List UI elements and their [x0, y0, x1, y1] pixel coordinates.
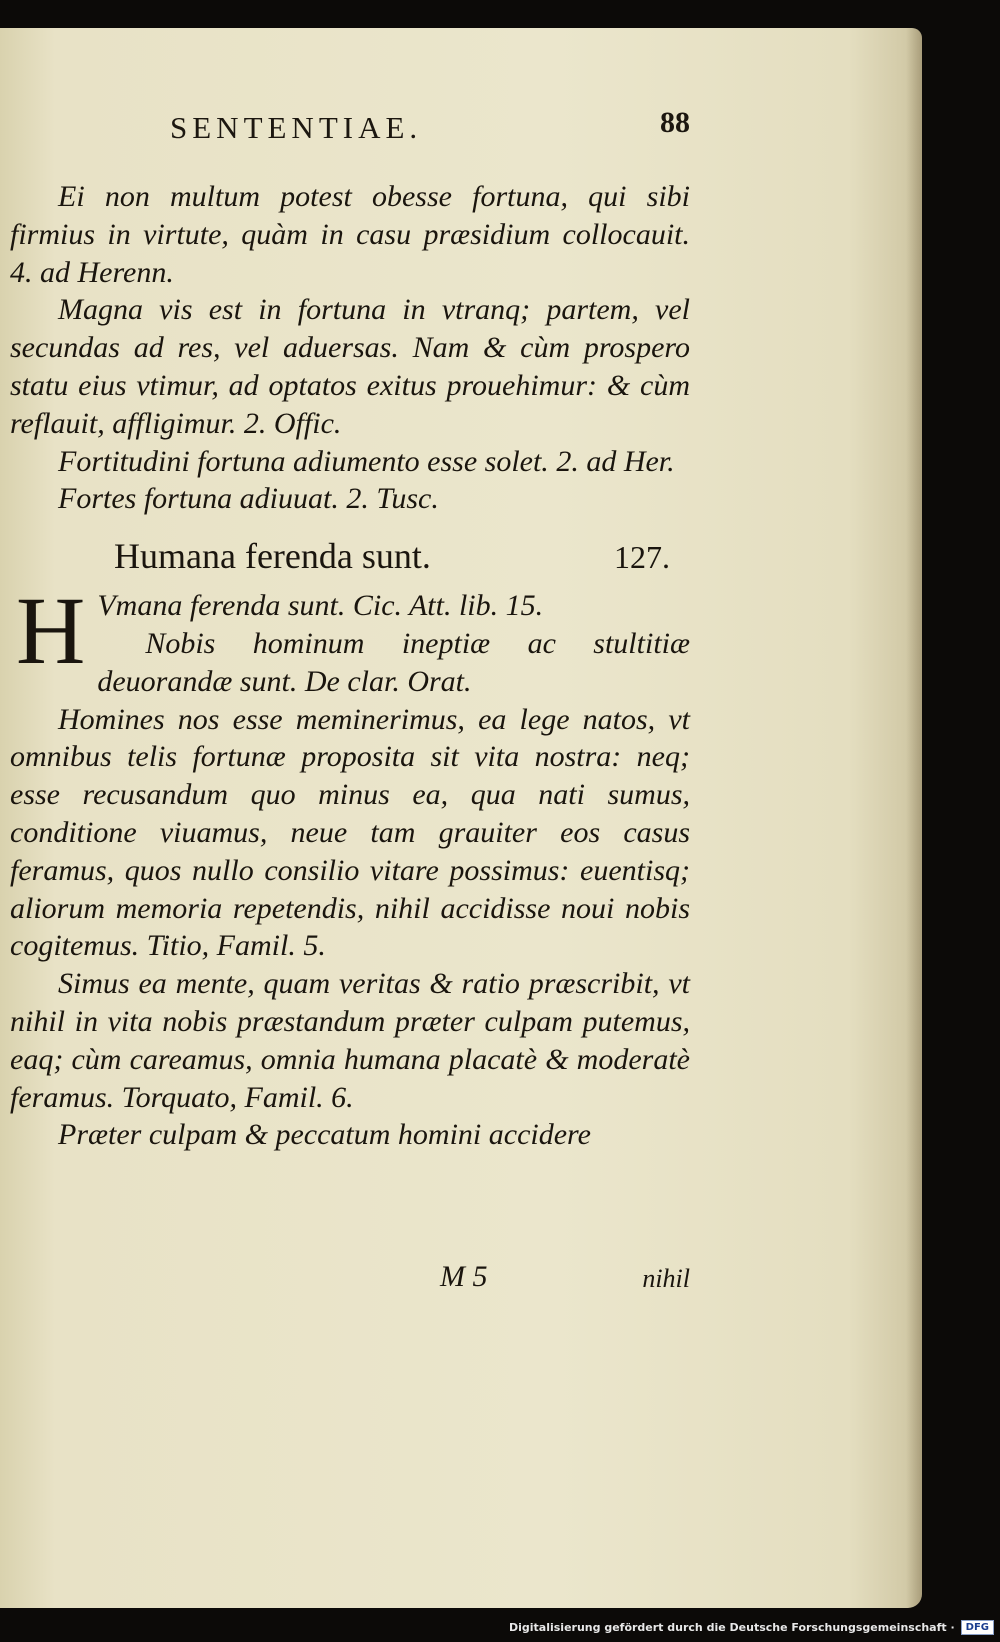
citation: 2. Tusc.: [346, 482, 439, 516]
page-number: 88: [660, 106, 690, 139]
paragraph-text: Fortitudini fortuna adiumento esse solet.: [58, 444, 549, 478]
footer-credit: Digitalisierung gefördert durch die Deutsche Forschungsgemeinschaft ·: [508, 1620, 955, 1634]
page-foot: [440, 1260, 690, 1300]
section-title: Humana ferenda sunt.: [114, 536, 431, 577]
citation: Torquato, Famil. 6.: [121, 1080, 354, 1114]
citation: 2. ad Her.: [556, 444, 675, 478]
paragraph: [10, 480, 690, 518]
book-page: [0, 28, 922, 1608]
signature-mark: M 5: [440, 1260, 488, 1293]
paragraph: [10, 178, 690, 291]
paragraph-text: Præter culpam & peccatum homini accidere: [58, 1118, 591, 1152]
digitization-footer: [509, 1614, 994, 1640]
dfg-logo: DFG: [961, 1620, 994, 1635]
paragraph-text: Ei non multum potest obesse fortuna, qui sibi firmius in virtute, quàm in casu præsidium collocauit.: [10, 180, 690, 251]
paragraph-text: Nobis hominum ineptiæ ac stultitiæ deuorandæ sunt.: [97, 626, 690, 698]
running-head: SENTENTIAE.: [170, 110, 423, 145]
citation: Cic. Att. lib. 15.: [352, 589, 544, 623]
body-text: [10, 178, 690, 1154]
paragraph-text: Fortes fortuna adiuuat.: [58, 482, 339, 516]
section-number: 127.: [614, 539, 670, 576]
page-header: [170, 106, 690, 154]
paragraph: [10, 1116, 690, 1154]
section-heading: [114, 532, 670, 581]
paragraph-text: Magna vis est in fortuna in vtranq; partem, vel secundas ad res, vel aduersas. Nam & cùm prospero statu eius vtimur, ad optatos exitus prouehimur: & cùm reflauit, affligimur.: [10, 293, 690, 440]
citation: 2. Offic.: [243, 406, 342, 440]
citation: De clar. Orat.: [304, 664, 472, 698]
paragraph: [10, 625, 690, 701]
paragraph-text: Homines nos esse meminerimus, ea lege natos, vt omnibus telis fortunæ proposita sit vita nostra: neq; esse recusandum quo minus ea, qua nati sumus, conditione viuamus, neue tam grauiter eos casus feramus, quos nullo consilio vitare possimus: euentisq; aliorum memoria repetendis, nihil accidisse noui nobis cogitemus.: [10, 702, 690, 963]
drop-cap-initial: H: [16, 577, 86, 685]
paragraph: [10, 291, 690, 442]
paragraph: [10, 701, 690, 966]
paragraph-text: Simus ea mente, quam veritas & ratio præscribit, vt nihil in vita nobis præstandum præter culpam putemus, eaq; cùm careamus, omnia humana placatè & moderatè feramus.: [10, 967, 690, 1114]
citation: 4. ad Herenn.: [10, 255, 174, 289]
paragraph: [10, 443, 690, 481]
citation: Titio, Famil. 5.: [146, 929, 326, 963]
paragraph-text: Vmana ferenda sunt.: [97, 589, 346, 623]
paragraph: [10, 965, 690, 1116]
catchword: nihil: [642, 1264, 690, 1293]
